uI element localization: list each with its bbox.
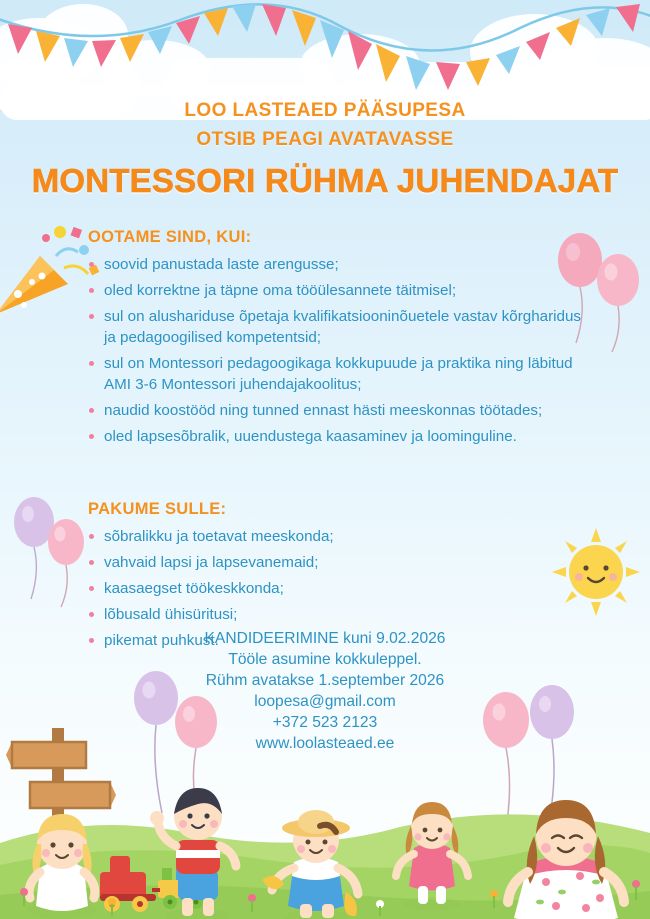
list-item: vahvaid lapsi ja lapsevanemaid; (88, 552, 588, 573)
section-title-pakume: PAKUME SULLE: (88, 500, 227, 518)
list-item: oled korrektne ja täpne oma tööülesannete täitmisel; (88, 280, 588, 301)
contact-website[interactable]: www.loolasteaed.ee (255, 735, 395, 752)
heading-line-2: OTSIB PEAGI AVATAVASSE (196, 129, 454, 150)
bunting-flags (0, 0, 650, 110)
list-item: naudid koostööd ning tunned ennast hästi meeskonnas töötades; (88, 400, 588, 421)
group-opening-note: Rühm avatakse 1.september 2026 (205, 672, 445, 689)
children-illustration (0, 752, 650, 919)
heading-line-1: LOO LASTEAED PÄÄSUPESA (184, 100, 466, 121)
list-item: sõbralikku ja toetavat meeskonda; (88, 526, 588, 547)
list-item: pikemat puhkust. (88, 630, 588, 651)
section-title-ootame: OOTAME SIND, KUI: (88, 228, 252, 246)
application-deadline: KANDIDEERIMINE kuni 9.02.2026 (204, 630, 446, 647)
bullet-list-ootame (88, 254, 588, 447)
balloon-icon (8, 492, 94, 612)
start-date-note: Tööle asumine kokkuleppel. (228, 651, 422, 668)
section-ootame (88, 228, 588, 452)
list-item: oled lapsesõbralik, uuendustega kaasaminev ja loominguline. (88, 426, 588, 447)
contact-phone[interactable]: +372 523 2123 (272, 714, 378, 731)
poster-heading (0, 96, 650, 200)
list-item: kaasaegset töökeskkonda; (88, 578, 588, 599)
list-item: sul on Montessori pedagoogikaga kokkupuude ja praktika ning läbitud AMI 3-6 Montessori juhendajakoolitus; (88, 353, 588, 395)
list-item: lõbusald ühisüritusi; (88, 604, 588, 625)
heading-main: MONTESSORI RÜHMA JUHENDAJAT (31, 162, 619, 199)
list-item: soovid panustada laste arengusse; (88, 254, 588, 275)
contact-email[interactable]: loopesa@gmail.com (254, 693, 396, 710)
list-item: sul on alushariduse õpetaja kvalifikatsiooninõuetele vastav kõrgharidus ja pedagoogilised kompetentsid; (88, 306, 588, 348)
